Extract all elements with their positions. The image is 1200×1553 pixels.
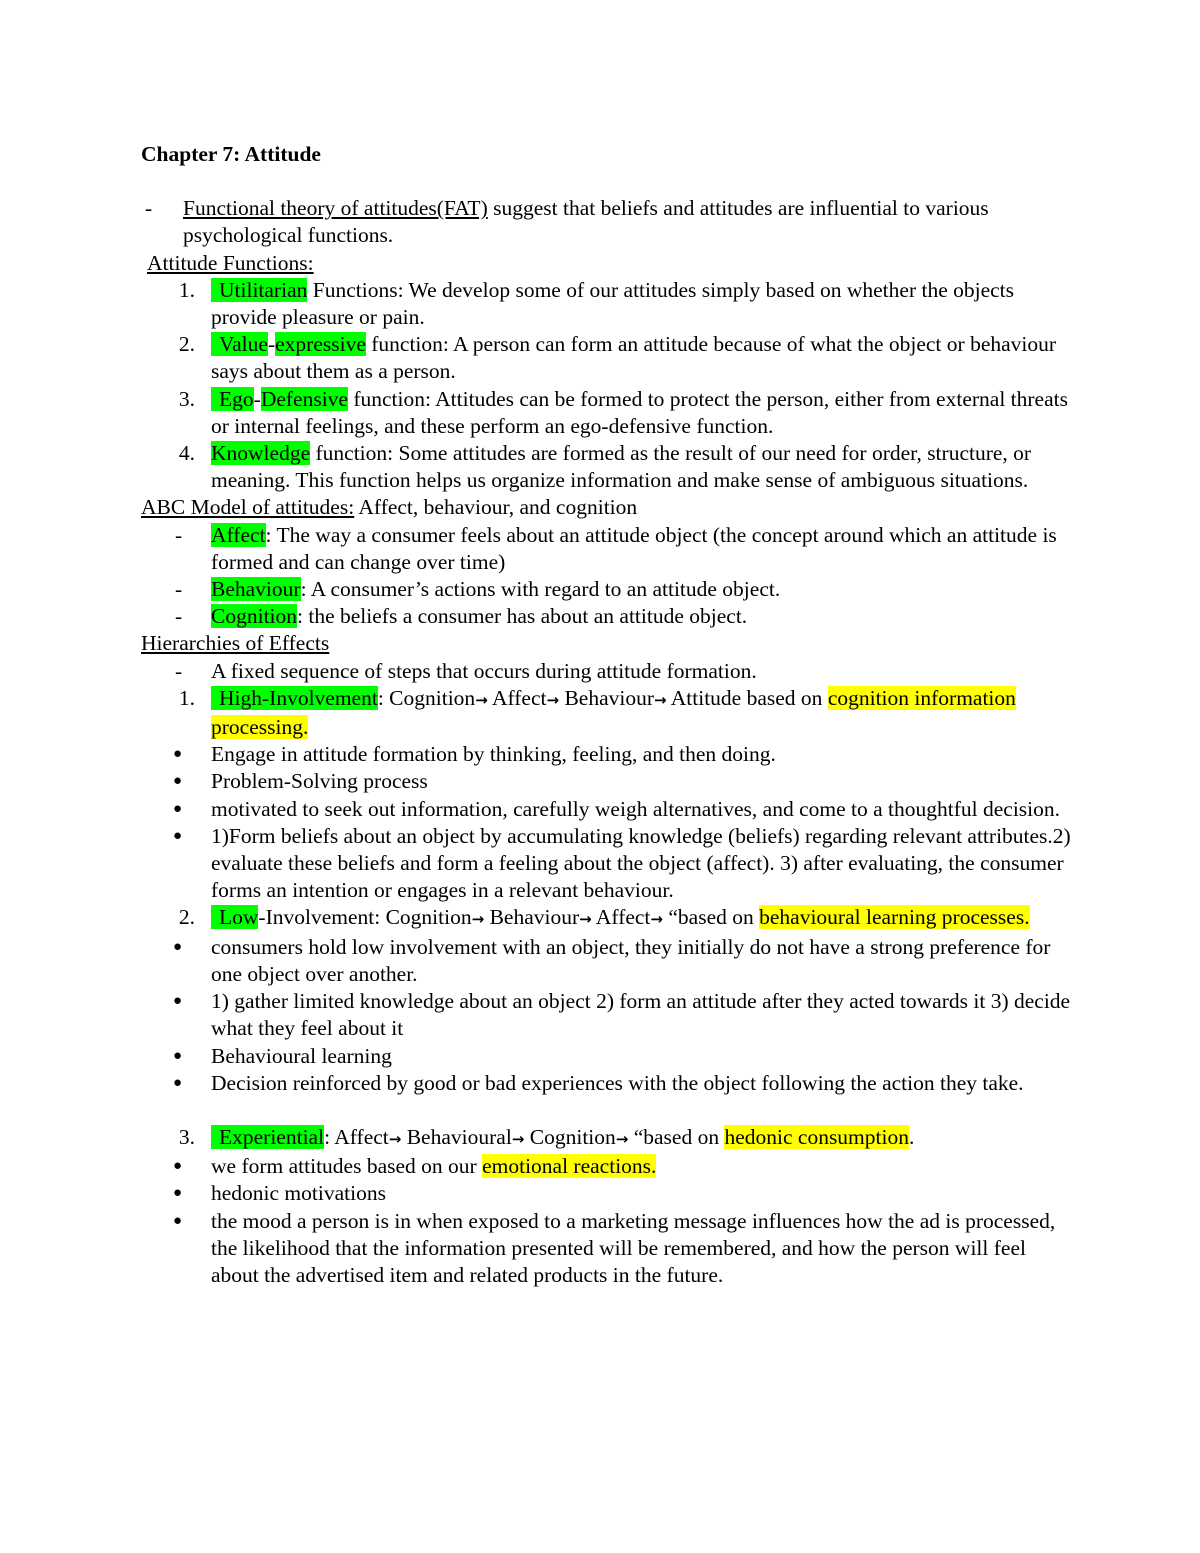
bullet-item (141, 988, 1071, 1042)
sequence-text: : Cognition (377, 685, 476, 710)
functions-heading: Attitude Functions: (147, 250, 314, 275)
abc-item-cognition (141, 603, 1071, 630)
bullet-text: the mood a person is in when exposed to a marketing message influences how the ad is processed, the likelihood that the information presented will be remembered, and how the person will feel about the advertised item and related products in the future. (211, 1208, 1056, 1287)
function-item-4 (141, 440, 1071, 494)
bullet-icon: ● (173, 938, 183, 955)
fat-text: suggest that beliefs and attitudes are influential to various psychological functions. (183, 196, 989, 248)
bullet-icon: ● (173, 1047, 183, 1064)
ego-highlight: Ego (211, 387, 254, 411)
abc-item-affect (141, 522, 1071, 576)
defensive-highlight: Defensive (260, 386, 348, 411)
experiential-item (141, 1124, 1071, 1153)
bullet-text: motivated to seek out information, carefully weigh alternatives, and come to a thoughtful decision. (211, 796, 1061, 821)
function-text: Functions: We develop some of our attitudes simply based on whether the objects provide pleasure or pain. (211, 277, 1015, 330)
bullet-text: Problem-Solving process (211, 769, 428, 794)
function-text: function: A person can form an attitude because of what the object or behaviour says about them as a person. (211, 332, 1057, 384)
behaviour-highlight: Behaviour (211, 577, 301, 602)
dash-marker: - (175, 658, 183, 683)
high-involvement-highlight: High-Involvement (211, 686, 378, 710)
bullet-icon: ● (173, 773, 183, 790)
behavioural-learning-highlight: behavioural learning processes. (759, 905, 1030, 930)
emotional-reactions-highlight: emotional reactions. (482, 1154, 657, 1179)
hierarchies-intro (141, 658, 1071, 685)
abc-heading-row (141, 494, 1071, 521)
bullet-text: hedonic motivations (211, 1181, 386, 1206)
sequence-text: : Affect (324, 1124, 389, 1149)
sequence-text: Behaviour (484, 905, 580, 930)
cognition-processing-highlight: cognition information processing. (211, 685, 1016, 740)
arrow-icon: → (650, 910, 663, 929)
sequence-text: Affect (487, 685, 547, 710)
bullet-item (141, 1043, 1071, 1070)
arrow-icon: → (615, 1129, 629, 1148)
bullet-item (141, 823, 1071, 905)
dash-marker: - (175, 522, 183, 547)
bullet-icon: ● (173, 827, 183, 844)
item-number: 4. (178, 441, 195, 466)
function-item-3 (141, 386, 1071, 440)
abc-text: : The way a consumer feels about an attitude object (the concept around which an attitude is formed and can change over time) (211, 522, 1057, 574)
sequence-text: Cognition (524, 1124, 616, 1149)
bullet-icon: ● (173, 1158, 183, 1175)
item-number: 2. (178, 905, 195, 930)
dash-marker: - (145, 196, 153, 221)
sequence-text: Affect (591, 905, 651, 930)
bullet-text: we form attitudes based on our (211, 1154, 483, 1179)
hierarchies-heading: Hierarchies of Effects (141, 631, 330, 656)
sequence-text: “based on (663, 905, 760, 930)
sequence-text: . (908, 1124, 915, 1149)
bullet-item (141, 768, 1071, 795)
hierarchies-heading-row (141, 630, 1071, 657)
function-text: function: Some attitudes are formed as the result of our need for order, structure, or meaning. This function helps us organize information and make sense of ambiguous situations. (211, 441, 1032, 493)
sequence-text: Behavioural (401, 1124, 512, 1149)
bullet-text: Engage in attitude formation by thinking, feeling, and then doing. (211, 742, 776, 767)
function-item-1 (141, 277, 1071, 331)
bullet-text: Behavioural learning (211, 1043, 392, 1068)
bullet-item (141, 1180, 1071, 1207)
bullet-icon: ● (173, 746, 183, 763)
item-number: 3. (178, 386, 195, 411)
abc-text: : A consumer’s actions with regard to an attitude object. (300, 577, 781, 602)
bullet-text: Decision reinforced by good or bad experiences with the object following the action they take. (211, 1070, 1024, 1095)
bullet-text: consumers hold low involvement with an object, they initially do not have a strong preference for one object over another. (211, 934, 1051, 986)
bullet-item (141, 1208, 1071, 1290)
sequence-text: Behaviour (559, 685, 654, 710)
item-number: 3. (178, 1124, 195, 1149)
dash-marker: - (175, 604, 183, 629)
abc-heading: ABC Model of attitudes: (141, 495, 355, 520)
utilitarian-highlight: Utilitarian (211, 278, 307, 302)
arrow-icon: → (579, 910, 592, 929)
bullet-text: 1) gather limited knowledge about an object 2) form an attitude after they acted towards it 3) decide what they feel about it (211, 989, 1071, 1041)
fat-term: Functional theory of attitudes(FAT) (183, 196, 488, 221)
page-title: Chapter 7: Attitude (141, 142, 321, 166)
value-highlight: Value (211, 332, 268, 356)
sequence-text: “based on (628, 1124, 725, 1149)
item-number: 1. (178, 685, 195, 710)
arrow-icon: → (388, 1129, 402, 1148)
bullet-icon: ● (173, 993, 183, 1010)
blank-line (141, 1097, 1071, 1124)
functions-heading-row (141, 250, 1071, 277)
bullet-item (141, 934, 1071, 988)
abc-text: : the beliefs a consumer has about an attitude object. (297, 604, 748, 629)
arrow-icon: → (546, 690, 560, 709)
abc-item-behaviour (141, 576, 1071, 603)
bullet-item (141, 741, 1071, 768)
sequence-text: Attitude based on (666, 685, 828, 710)
document-page (141, 141, 1071, 1289)
bullet-icon: ● (173, 1212, 183, 1229)
bullet-item (141, 1153, 1071, 1180)
bullet-icon: ● (173, 1074, 183, 1091)
arrow-icon: → (654, 690, 667, 709)
expressive-highlight: expressive (275, 332, 366, 357)
arrow-icon: → (511, 1129, 525, 1148)
affect-highlight: Affect (211, 522, 266, 547)
bullet-item (141, 1070, 1071, 1097)
dash-marker: - (175, 577, 183, 602)
abc-heading-text: Affect, behaviour, and cognition (354, 495, 638, 520)
item-number: 2. (178, 332, 195, 357)
function-text: function: Attitudes can be formed to protect the person, either from external threats or internal feelings, and these perform an ego-defensive function. (211, 386, 1068, 438)
function-item-2 (141, 331, 1071, 385)
low-involvement-item (141, 904, 1071, 933)
bullet-icon: ● (173, 800, 183, 817)
separator: - (253, 386, 261, 411)
fat-item (141, 195, 1071, 249)
low-highlight: Low (211, 905, 258, 929)
experiential-highlight: Experiential (211, 1125, 324, 1149)
cognition-highlight: Cognition (211, 604, 298, 629)
sequence-text: -Involvement: Cognition (258, 905, 472, 930)
hedonic-consumption-highlight: hedonic consumption (724, 1124, 909, 1149)
bullet-text: 1)Form beliefs about an object by accumulating knowledge (beliefs) regarding relevant attributes.2) evaluate these beliefs and form a feeling about the object (affect). 3) after evaluating, the consumer forms an intention or engages in a relevant behaviour. (211, 823, 1071, 903)
item-number: 1. (178, 277, 195, 302)
intro-text: A fixed sequence of steps that occurs during attitude formation. (211, 658, 757, 683)
separator: - (267, 332, 276, 357)
knowledge-highlight: Knowledge (211, 441, 311, 466)
arrow-icon: → (471, 910, 485, 929)
high-involvement-item (141, 685, 1071, 741)
bullet-icon: ● (173, 1185, 183, 1202)
arrow-icon: → (475, 690, 488, 709)
bullet-item (141, 796, 1071, 823)
